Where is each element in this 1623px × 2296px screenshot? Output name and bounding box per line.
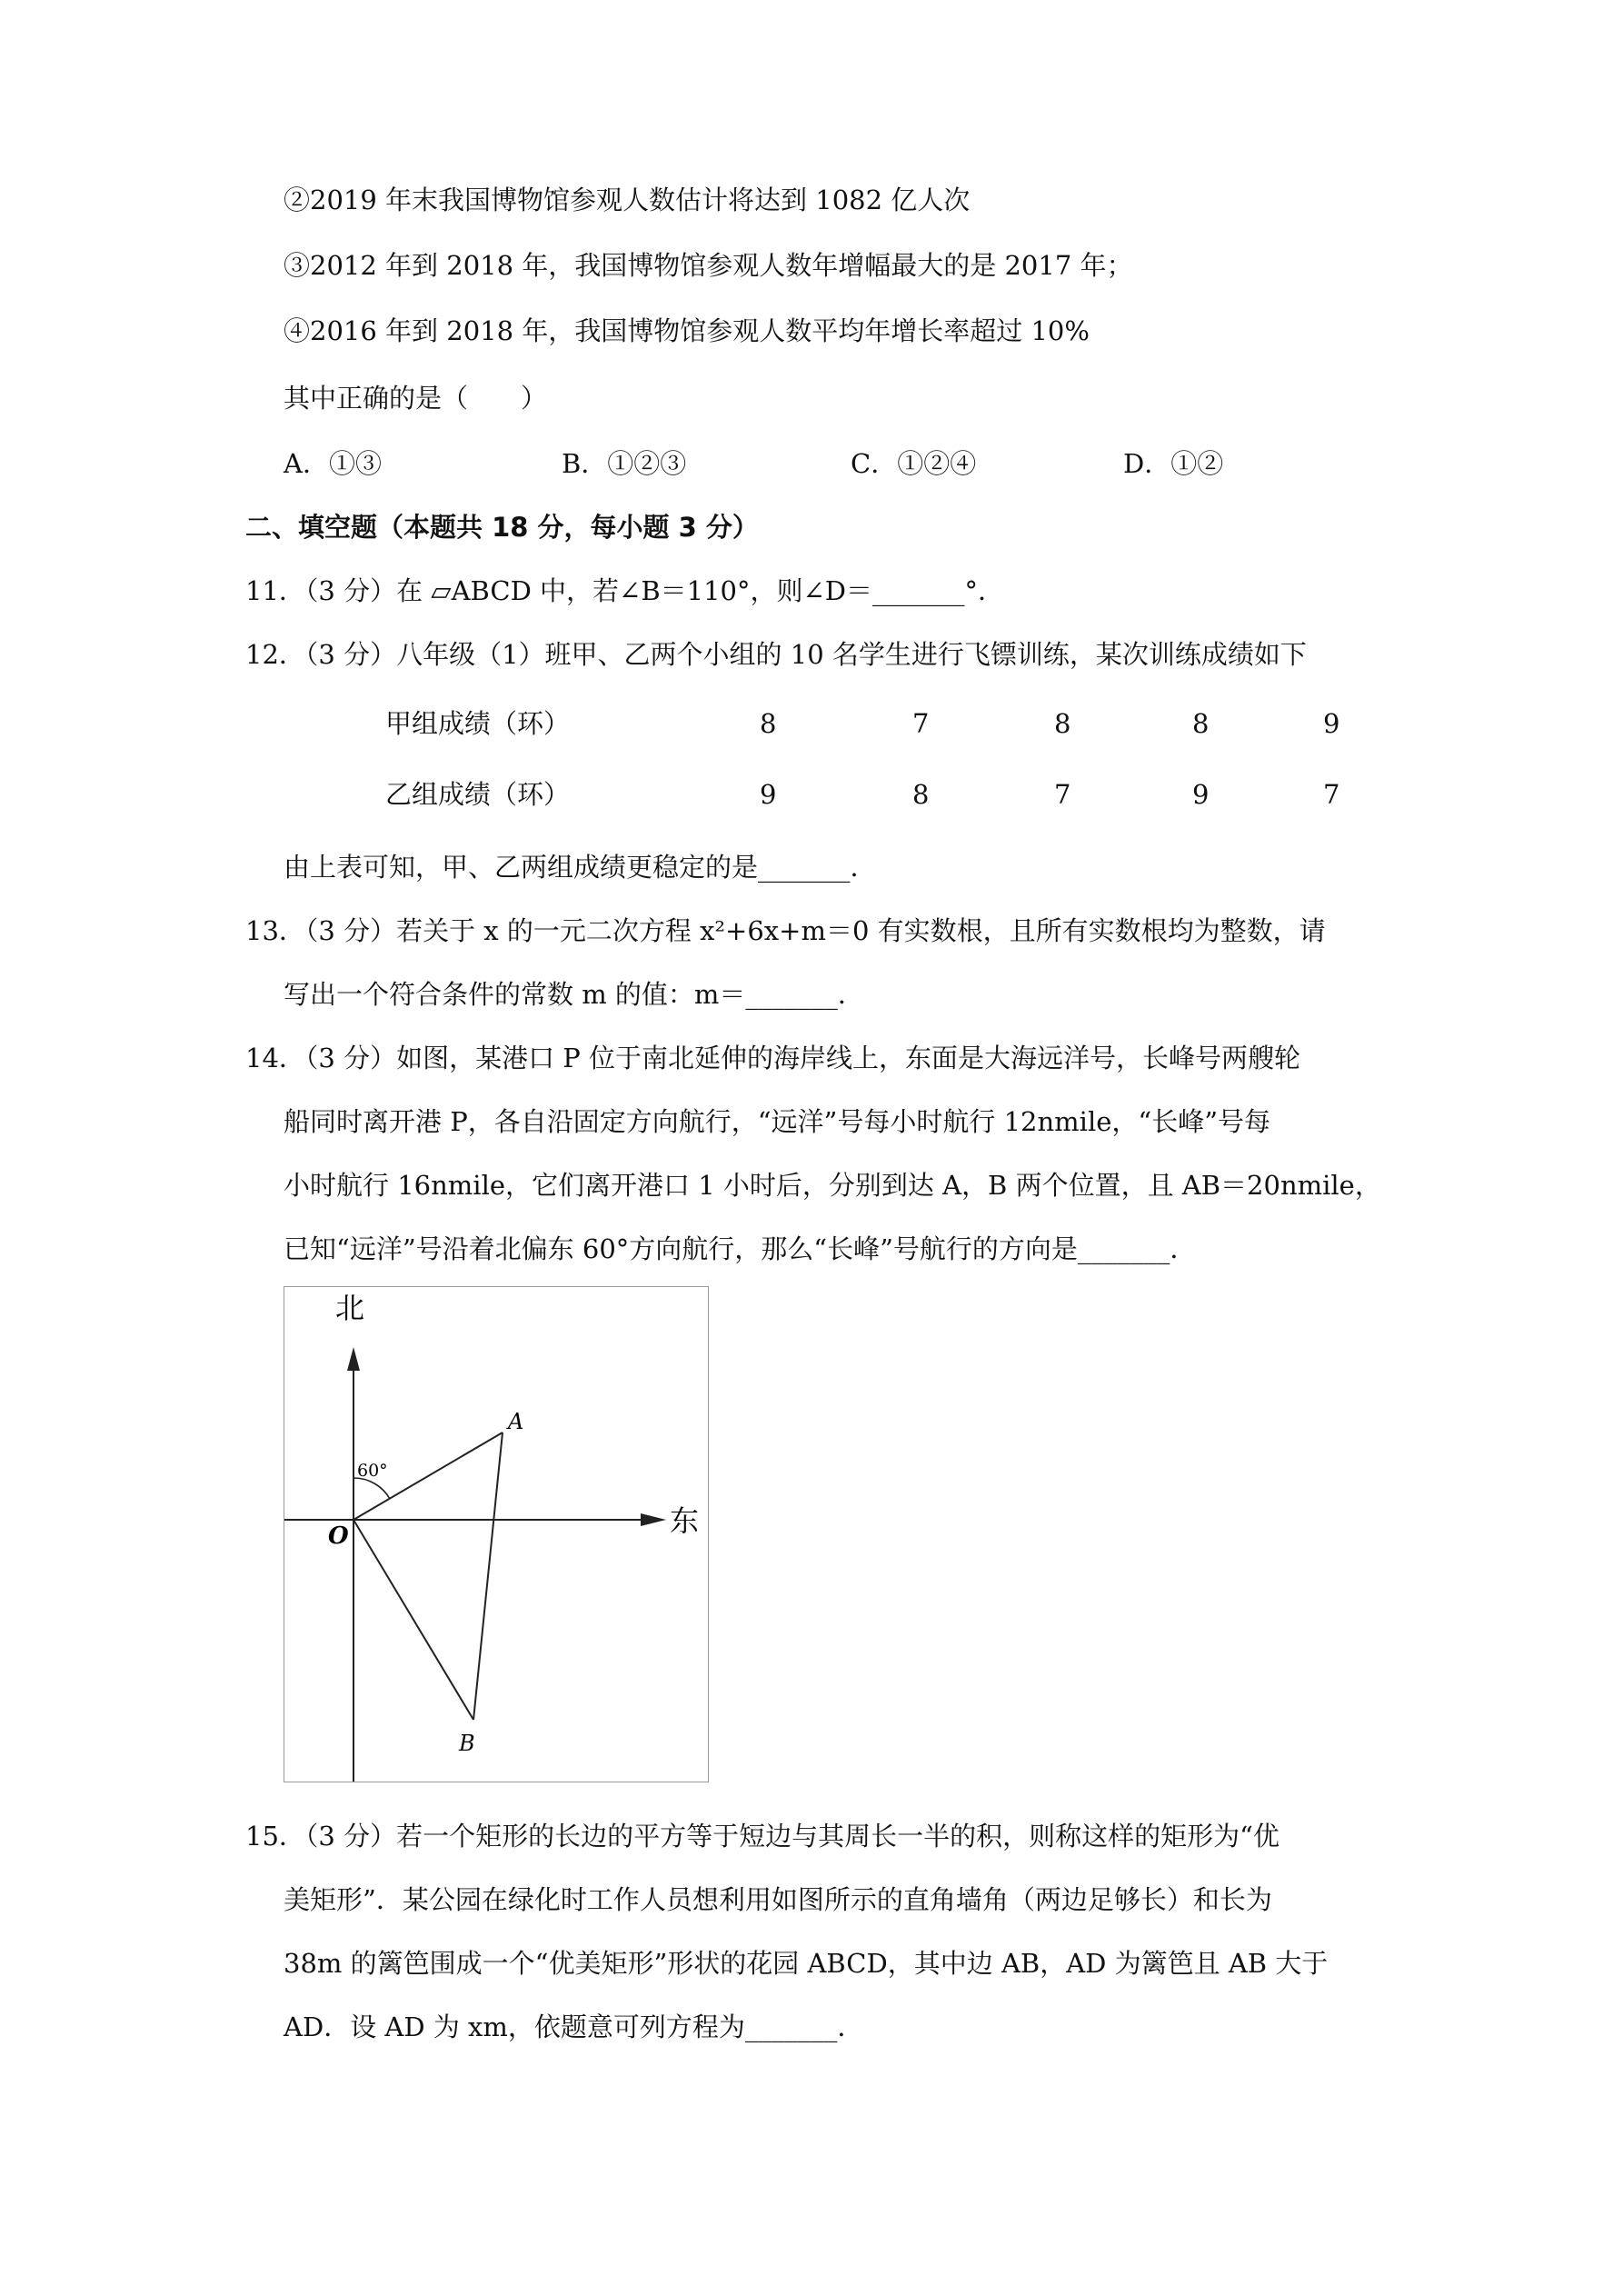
row-label-group-a: 甲组成绩（环）: [385, 708, 571, 739]
score-cell: 9: [760, 779, 777, 810]
score-cell: 8: [912, 779, 930, 810]
segment-ob: [353, 1520, 473, 1720]
q15-line-4: AD．设 AD 为 xm，依题意可列方程为_______．: [284, 2011, 864, 2042]
q15-line-2: 美矩形”．某公园在绿化时工作人员想利用如图所示的直角墙角（两边足够长）和长为: [284, 1884, 1272, 1915]
q14-figure: [284, 1286, 709, 1782]
score-cell: 9: [1323, 708, 1340, 739]
q14-line-3: 小时航行 16nmile，它们离开港口 1 小时后，分别到达 A，B 两个位置，且 AB＝20nmile，: [284, 1170, 1381, 1201]
q10-option-a: A．①③: [284, 448, 382, 479]
q13-line-1: 13．（3 分）若关于 x 的一元二次方程 x²+6x+m＝0 有实数根，且所有实数根均为整数，请: [245, 915, 1326, 946]
statement-3: ③2012 年到 2018 年，我国博物馆参观人数年增幅最大的是 2017 年；: [284, 250, 1133, 281]
row-label-group-b: 乙组成绩（环）: [385, 779, 571, 810]
q10-option-d: D．①②: [1123, 448, 1224, 479]
east-label: 东: [670, 1503, 700, 1538]
statement-2: ②2019 年末我国博物馆参观人数估计将达到 1082 亿人次: [284, 185, 971, 215]
q10-option-c: C．①②④: [851, 448, 977, 479]
angle-arc: [353, 1478, 390, 1499]
score-cell: 8: [1054, 708, 1071, 739]
point-a-label: A: [508, 1409, 524, 1434]
q11-text: 11．（3 分）在 ▱ABCD 中，若∠B＝110°，则∠D＝_______°．: [245, 575, 1005, 606]
angle-label: 60°: [357, 1461, 388, 1481]
q14-line-2: 船同时离开港 P，各自沿固定方向航行，“远洋”号每小时航行 12nmile，“长峰”号每: [284, 1106, 1271, 1137]
q10-prompt: 其中正确的是（ ）: [284, 383, 548, 414]
q14-line-4: 已知“远洋”号沿着北偏东 60°方向航行，那么“长峰”号航行的方向是_______．: [284, 1233, 1197, 1264]
north-label: 北: [335, 1291, 365, 1325]
q10-option-b: B．①②③: [562, 448, 687, 479]
score-cell: 8: [1192, 708, 1210, 739]
origin-label: O: [328, 1522, 349, 1550]
q14-line-1: 14．（3 分）如图，某港口 P 位于南北延伸的海岸线上，东面是大海远洋号，长峰号两艘轮: [245, 1043, 1301, 1073]
score-cell: 8: [760, 708, 777, 739]
q15-line-1: 15．（3 分）若一个矩形的长边的平方等于短边与其周长一半的积，则称这样的矩形为“优: [245, 1821, 1279, 1852]
q13-line-2: 写出一个符合条件的常数 m 的值：m＝_______．: [284, 979, 864, 1010]
section-2-heading: 二、填空题（本题共 18 分，每小题 3 分）: [245, 512, 759, 543]
q12-text: 12．（3 分）八年级（1）班甲、乙两个小组的 10 名学生进行飞镖训练，某次训练成绩如下: [245, 639, 1307, 670]
score-cell: 7: [912, 708, 930, 739]
point-b-label: B: [459, 1731, 475, 1756]
q12-follow: 由上表可知，甲、乙两组成绩更稳定的是_______．: [284, 852, 877, 883]
score-cell: 7: [1054, 779, 1071, 810]
q15-line-3: 38m 的篱笆围成一个“优美矩形”形状的花园 ABCD，其中边 AB，AD 为篱笆且 AB 大于: [284, 1948, 1329, 1979]
score-cell: 9: [1192, 779, 1210, 810]
segment-ab: [473, 1433, 503, 1720]
east-arrow-icon: [641, 1513, 666, 1526]
score-cell: 7: [1323, 779, 1340, 810]
statement-4: ④2016 年到 2018 年，我国博物馆参观人数平均年增长率超过 10%: [284, 315, 1090, 346]
north-arrow-icon: [347, 1347, 360, 1371]
